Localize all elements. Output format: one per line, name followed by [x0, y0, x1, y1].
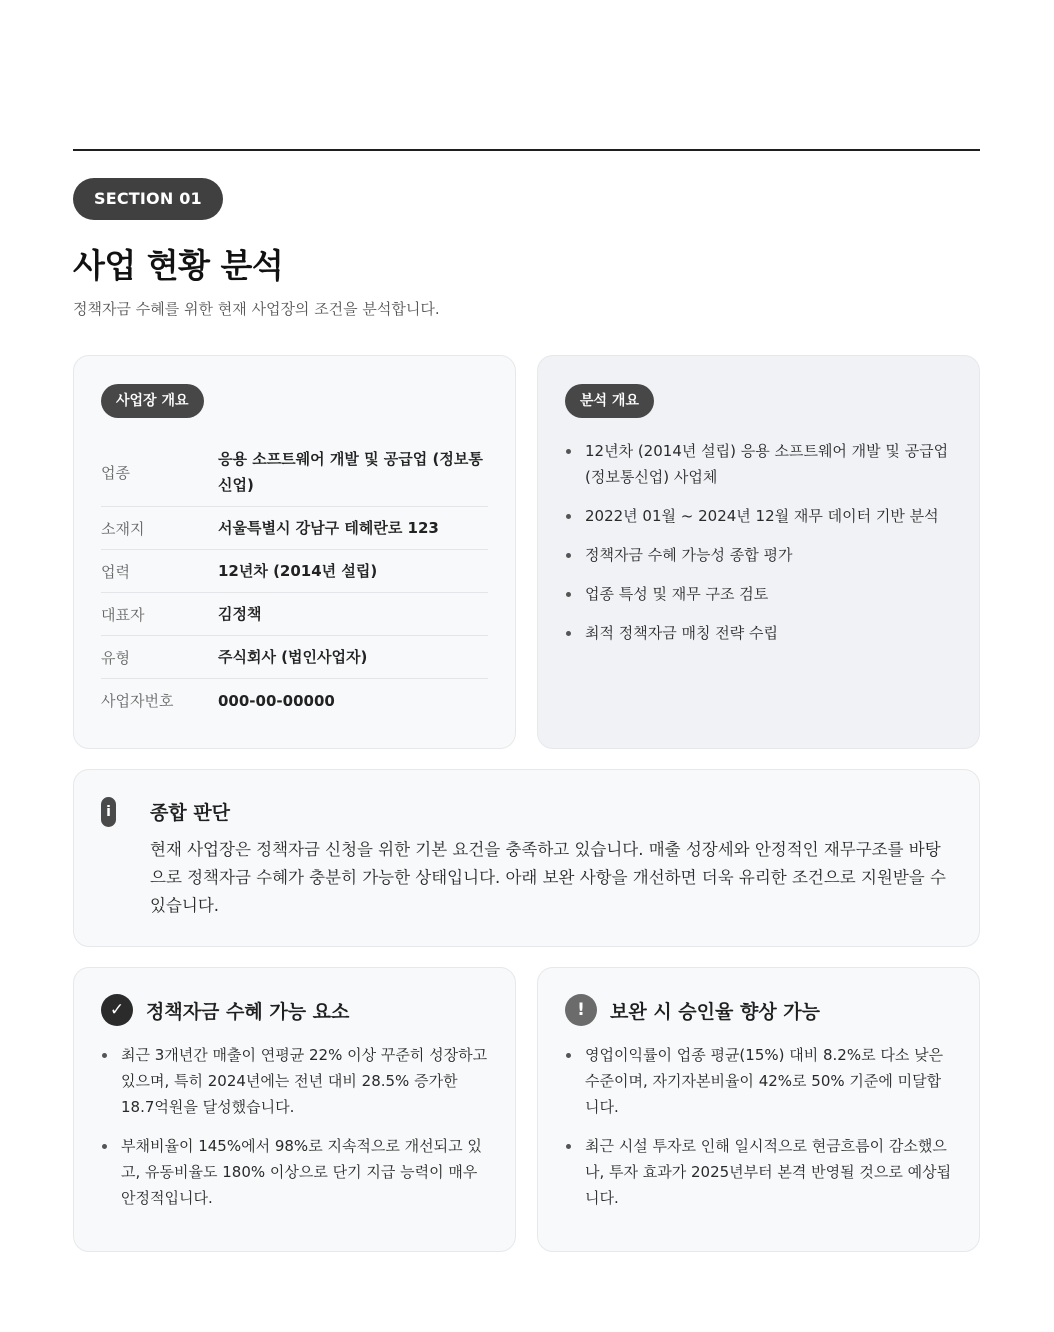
info-key: 대표자 [101, 605, 145, 624]
info-value: 12년차 (2014년 설립) [218, 562, 378, 580]
analysis-overview-card [537, 355, 980, 749]
positive-factors-list [101, 1042, 489, 1211]
judgement-body: 현재 사업장은 정책자금 신청을 위한 기본 요건을 충족하고 있습니다. 매출 성장세와 안정적인 재무구조를 바탕으로 정책자금 수혜가 충분히 가능한 상태입니다. 아래 보완 사항을 개선하면 더욱 유리한 조건으로 지원받을 수 있습니다. [150, 840, 946, 915]
positive-factors-card [73, 967, 516, 1252]
info-key: 업종 [101, 463, 130, 482]
info-value: 김정책 [218, 605, 262, 623]
analysis-list [565, 438, 955, 646]
list-item: 최적 정책자금 매칭 전략 수립 [565, 620, 955, 646]
info-icon: i [101, 797, 116, 827]
improvement-title: 보완 시 승인율 향상 가능 [610, 1001, 820, 1023]
list-item: 최근 시설 투자로 인해 일시적으로 현금흐름이 감소했으나, 투자 효과가 2025년부터 본격 반영될 것으로 예상됩니다. [565, 1133, 955, 1211]
info-value: 000-00-00000 [218, 691, 335, 710]
list-item: 최근 3개년간 매출이 연평균 22% 이상 꾸준히 성장하고 있으며, 특히 2024년에는 전년 대비 28.5% 증가한 18.7억원을 달성했습니다. [101, 1042, 489, 1120]
info-row-history [101, 550, 488, 593]
info-row-location [101, 507, 488, 550]
info-value: 응용 소프트웨어 개발 및 공급업 (정보통신업) [218, 450, 483, 494]
exclamation-icon: ! [565, 994, 597, 1026]
business-overview-card [73, 355, 516, 749]
list-item: 2022년 01월 ~ 2024년 12월 재무 데이터 기반 분석 [565, 503, 955, 529]
business-info-table [101, 438, 488, 722]
list-item: 부채비율이 145%에서 98%로 지속적으로 개선되고 있고, 유동비율도 180% 이상으로 단기 지급 능력이 매우 안정적입니다. [101, 1133, 489, 1211]
info-row-type [101, 636, 488, 679]
judgement-title: 종합 판단 [150, 802, 231, 824]
improvement-list [565, 1042, 955, 1211]
info-key: 소재지 [101, 519, 145, 538]
list-item: 업종 특성 및 재무 구조 검토 [565, 581, 955, 607]
info-row-representative [101, 593, 488, 636]
analysis-overview-tag: 분석 개요 [565, 384, 654, 418]
info-key: 사업자번호 [101, 692, 174, 710]
positive-factors-title: 정책자금 수혜 가능 요소 [146, 1001, 350, 1023]
list-item: 정책자금 수혜 가능성 종합 평가 [565, 542, 955, 568]
top-divider [73, 149, 980, 151]
section-badge: SECTION 01 [73, 178, 223, 220]
check-icon: ✓ [101, 994, 133, 1026]
list-item: 영업이익률이 업종 평균(15%) 대비 8.2%로 다소 낮은 수준이며, 자기자본비율이 42%로 50% 기준에 미달합니다. [565, 1042, 955, 1120]
info-row-business-number [101, 679, 488, 722]
improvement-card [537, 967, 980, 1252]
page-subtitle: 정책자금 수혜를 위한 현재 사업장의 조건을 분석합니다. [73, 300, 440, 318]
judgement-card [73, 769, 980, 947]
page-title: 사업 현황 분석 [73, 246, 284, 285]
business-overview-tag: 사업장 개요 [101, 384, 204, 418]
list-item: 12년차 (2014년 설립) 응용 소프트웨어 개발 및 공급업(정보통신업) 사업체 [565, 438, 955, 490]
info-value: 주식회사 (법인사업자) [218, 648, 368, 666]
info-key: 유형 [101, 648, 130, 667]
info-row-industry [101, 438, 488, 507]
info-key: 업력 [101, 562, 130, 581]
info-value: 서울특별시 강남구 테헤란로 123 [218, 519, 439, 537]
